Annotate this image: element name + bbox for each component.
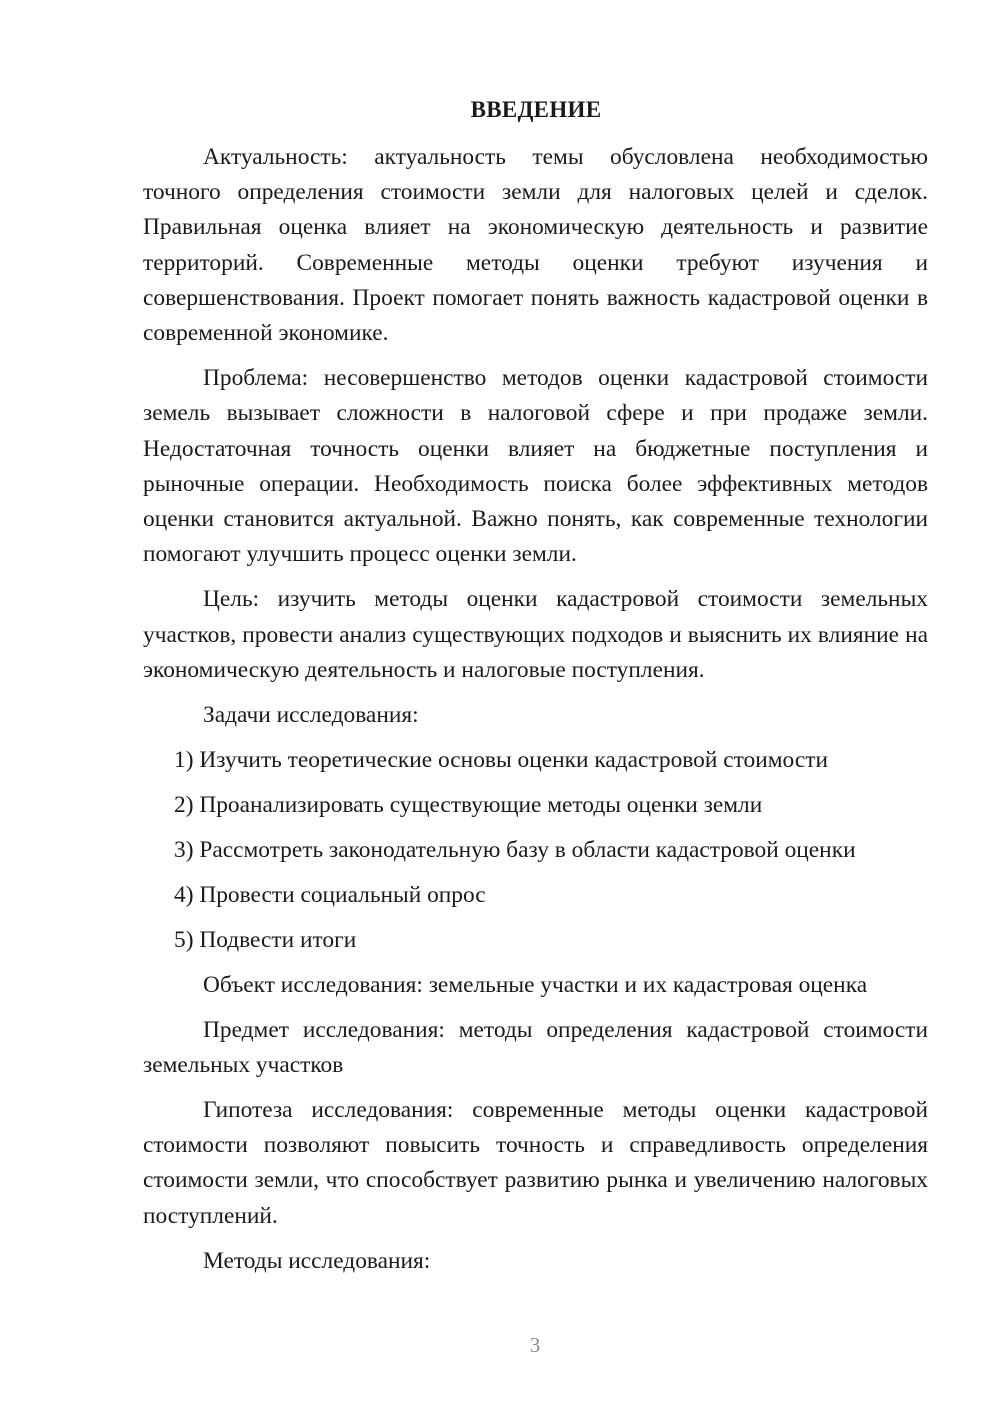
list-item: 4) Провести социальный опрос — [174, 882, 486, 909]
list-item: 1) Изучить теоретические основы оценки кадастровой стоимости — [174, 747, 828, 774]
list-item: 5) Подвести итоги — [174, 927, 357, 954]
subject-paragraph: Предмет исследования: методы определения кадастровой стоимости земельных участков — [143, 1017, 928, 1079]
relevance-paragraph: Актуальность: актуальность темы обусловлена необходимостью точного определения стоимости земли для налоговых целей и сделок. Правильная оценка влияет на экономическую деятельность и развитие территорий. Современные методы оценки требуют изучения и совершенствования. Проект помогает понять важность кадастровой оценки в современной экономике. — [143, 144, 928, 347]
list-item: 2) Проанализировать существующие методы оценки земли — [174, 792, 763, 819]
page-title: ВВЕДЕНИЕ — [470, 97, 602, 122]
document-body — [143, 140, 928, 1289]
problem-paragraph: Проблема: несовершенство методов оценки кадастровой стоимости земель вызывает сложности в налоговой сфере и при продаже земли. Недостаточная точность оценки влияет на бюджетные поступления и рыночные операции. Необходимость поиска более эффективных методов оценки становится актуальной. Важно понять, как современные технологии помогают улучшить процесс оценки земли. — [143, 365, 928, 568]
tasks-heading: Задачи исследования: — [203, 702, 419, 729]
goal-paragraph: Цель: изучить методы оценки кадастровой стоимости земельных участков, провести анализ существующих подходов и выяснить их влияние на экономическую деятельность и налоговые поступления. — [143, 586, 928, 683]
list-item: 3) Рассмотреть законодательную базу в области кадастровой оценки — [174, 837, 856, 864]
methods-heading: Методы исследования: — [203, 1247, 431, 1274]
object-paragraph: Объект исследования: земельные участки и их кадастровая оценка — [203, 972, 868, 999]
hypothesis-paragraph: Гипотеза исследования: современные методы оценки кадастровой стоимости позволяют повысить точность и справедливость определения стоимости земли, что способствует развитию рынка и увеличению налоговых поступлений. — [143, 1096, 928, 1229]
tasks-list — [143, 743, 928, 958]
page-number: 3 — [529, 1333, 541, 1357]
